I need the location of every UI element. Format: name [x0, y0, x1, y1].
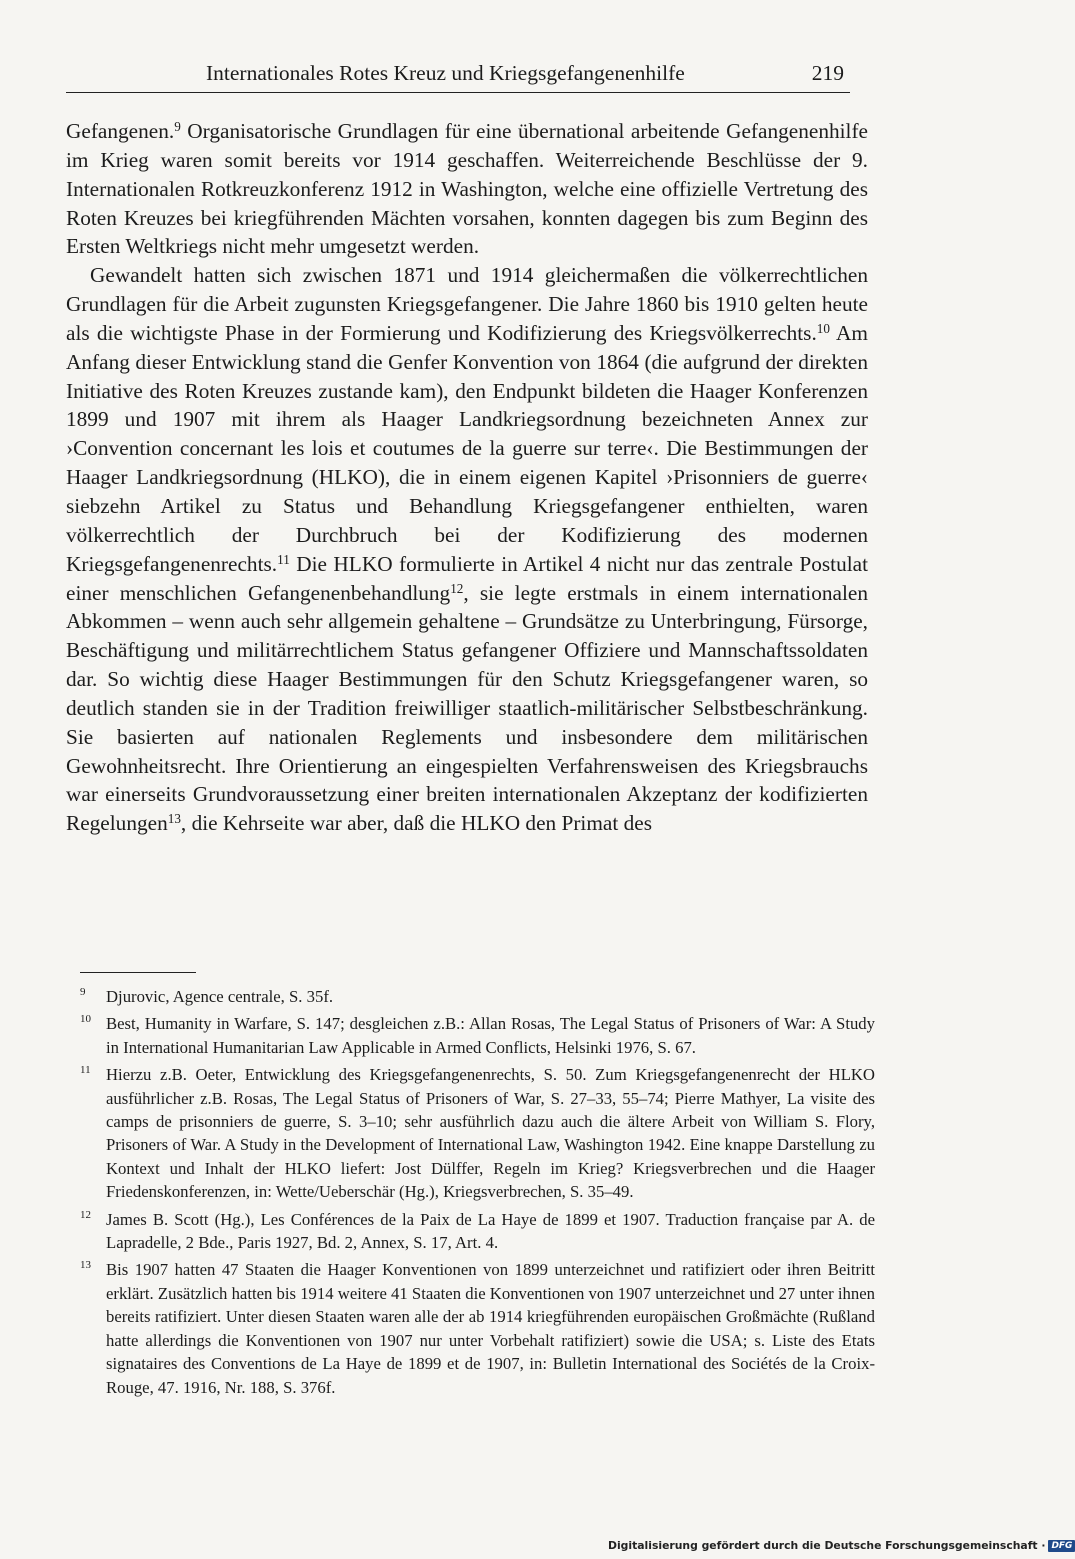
- footnote-divider: [80, 972, 196, 973]
- text-run: , die Kehrseite war aber, daß die HLKO den Primat des: [180, 811, 652, 836]
- text-run: Die HLKO formulierte in Artikel 4 nicht nur das zentrale Postulat einer menschlichen Gefangenenbehandlung: [66, 551, 868, 605]
- footnote: [80, 1012, 875, 1059]
- footnote-text: Best, Humanity in Warfare, S. 147; desgleichen z.B.: Allan Rosas, The Legal Status of Prisoners of War: A Study in International Humanitarian Law Applicable in Armed Conflicts, Helsinki 1976, S. 67.: [106, 1014, 875, 1057]
- footnote: [80, 1063, 875, 1203]
- footnote-ref[interactable]: 9: [174, 118, 181, 134]
- text-run: Gefangenen.: [66, 119, 175, 143]
- main-text: [66, 117, 868, 838]
- digitization-text: Digitalisierung gefördert durch die Deutsche Forschungsgemeinschaft ·: [608, 1539, 1046, 1552]
- footnote: [80, 985, 875, 1008]
- dfg-logo: DFG: [1048, 1540, 1075, 1552]
- footnote-text: Bis 1907 hatten 47 Staaten die Haager Konventionen von 1899 unterzeichnet und ratifiziert oder ihren Beitritt erklärt. Zusätzlich hatten bis 1914 weitere 41 Staaten die Konventionen von 1907 unterzeichnet und 27 unter ihnen bereits ratifiziert. Unter diesen Staaten waren alle der ab 1914 kriegführenden europäischen Großmächte (Rußland hatte allerdings die Konventionen von 1907 nur unter Vorbehalt ratifiziert) sowie die USA; s. Liste des Etats signataires des Conventions de La Haye de 1899 et de 1907, in: Bulletin International des Sociétés de la Croix-Rouge, 47. 1916, Nr. 188, S. 376f.: [106, 1260, 875, 1397]
- footnote-text: Hierzu z.B. Oeter, Entwicklung des Kriegsgefangenenrechts, S. 50. Zum Kriegsgefangenenrecht der HLKO ausführlicher z.B. Rosas, The Legal Status of Prisoners of War, S. 27–33, 55–74; Pierre Mathyer, La visite des camps de prisonniers de guerre, S. 3–10; sehr ausführlich dazu auch die ältere Arbeit von William S. Flory, Prisoners of War. A Study in the Development of International Law, Washington 1942. Eine knappe Darstellung zu Kontext und Inhalt der HLKO liefert: Jost Dülffer, Regeln im Krieg? Kriegsverbrechen und die Haager Friedenskonferenzen, in: Wette/Ueberschär (Hg.), Kriegsverbrechen, S. 35–49.: [106, 1065, 875, 1202]
- footnote-ref[interactable]: 11: [277, 551, 290, 567]
- running-header: [66, 58, 850, 93]
- footnote-ref[interactable]: 13: [167, 811, 181, 826]
- footnote-number: 12: [80, 1208, 91, 1221]
- footnote-number: 11: [80, 1064, 91, 1077]
- footnote-ref[interactable]: 12: [450, 580, 464, 596]
- text-run: Am Anfang dieser Entwicklung stand die Genfer Konvention von 1864 (die aufgrund der direkten Initiative des Roten Kreuzes zustande kam), den Endpunkt bildeten die Haager Konferenzen 1899 und 1907 mit ihrem als Haager Landkriegsordnung bezeichneten Annex zur ›Convention concernant les lois et coutumes de la guerre sur terre‹. Die Bestimmungen der Haager Landkriegsordnung (HLKO), die in einem eigenen Kapitel ›Prisonniers de guerre‹ siebzehn Artikel zu Status und Behandlung Kriegsgefangener enthielten, waren völkerrechtlich der Durchbruch bei der Kodifizierung des modernen Kriegsgefangenenrechts.: [66, 320, 868, 576]
- footnote-text: James B. Scott (Hg.), Les Conférences de la Paix de La Haye de 1899 et 1907. Traduction française par A. de Lapradelle, 2 Bde., Paris 1927, Bd. 2, Annex, S. 17, Art. 4.: [106, 1209, 875, 1253]
- paragraph-2: [66, 261, 868, 838]
- footnote-number: 9: [80, 986, 86, 998]
- footnote-text: Djurovic, Agence centrale, S. 35f.: [106, 987, 334, 1006]
- text-run: Organisatorische Grundlagen für eine übernational arbeitende Gefangenenhilfe im Krieg waren somit bereits vor 1914 geschaffen. Weiterreichende Beschlüsse der 9. Internationalen Rotkreuzkonferenz 1912 in Washington, welche eine offizielle Vertretung des Roten Kreuzes bei kriegführenden Mächten vorsahen, konnten dagegen bis zum Beginn des Ersten Weltkriegs nicht mehr umgesetzt werden.: [66, 119, 868, 259]
- footnote-number: 13: [80, 1259, 91, 1272]
- digitization-notice: [608, 1537, 1075, 1555]
- text-run: , sie legte erstmals in einem internationalen Abkommen – wenn auch sehr allgemein gehaltene – Grundsätze zu Unterbringung, Fürsorge, Beschäftigung und militärrechtlichem Status gefangener Offiziere und Mannschaftssoldaten dar. So wichtig diese Haager Bestimmungen für den Schutz Kriegsgefangener waren, so deutlich standen sie in der Tradition freiwilliger staatlich-militärischer Selbstbeschränkung. Sie basierten auf nationalen Reglements und insbesondere dem militärischen Gewohnheitsrecht. Ihre Orientierung an eingespielten Verfahrensweisen des Kriegsbrauchs war einerseits Grundvoraussetzung einer breiten internationalen Akzeptanz der kodifizierten Regelungen: [66, 580, 868, 836]
- footnote: [80, 1208, 875, 1255]
- footnotes: [80, 985, 875, 1403]
- footnote: [80, 1258, 875, 1398]
- running-title: Internationales Rotes Kreuz und Kriegsgefangenenhilfe: [206, 61, 685, 85]
- footnote-ref[interactable]: 10: [816, 320, 830, 336]
- footnote-number: 10: [80, 1013, 91, 1026]
- page-number: 219: [811, 61, 844, 85]
- paragraph-1: [66, 117, 868, 261]
- text-run: Gewandelt hatten sich zwischen 1871 und 1914 gleichermaßen die völkerrechtlichen Grundlagen für die Arbeit zugunsten Kriegsgefangener. Die Jahre 1860 bis 1910 gelten heute als die wichtigste Phase in der Formierung und Kodifizierung des Kriegsvölkerrechts.: [66, 263, 868, 345]
